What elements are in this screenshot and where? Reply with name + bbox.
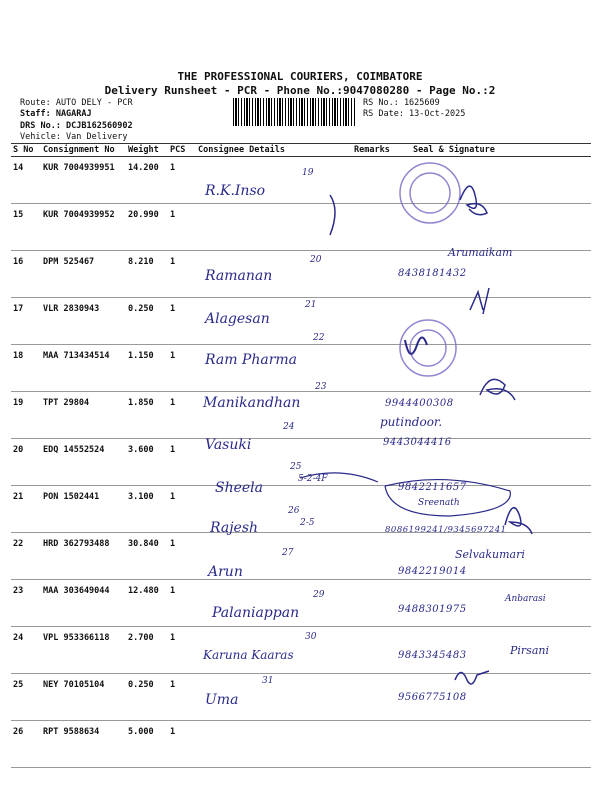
hw-num-31: 31 bbox=[262, 676, 274, 686]
row-weight: 0.250 bbox=[126, 298, 168, 345]
col-seal: Seal & Signature bbox=[411, 144, 591, 157]
runsheet-subtitle: Delivery Runsheet - PCR - Phone No.:9047080280 - Page No.:2 bbox=[104, 84, 496, 97]
signature-icon bbox=[460, 186, 487, 215]
row-sno: 16 bbox=[11, 251, 41, 298]
row-sno: 15 bbox=[11, 204, 41, 251]
col-weight: Weight bbox=[126, 144, 168, 157]
staff-info: Staff: NAGARAJ bbox=[20, 109, 92, 119]
row-pcs: 1 bbox=[168, 439, 196, 486]
rs-date: RS Date: 13-Oct-2025 bbox=[363, 109, 466, 119]
row-consignment-no: MAA 713434514 bbox=[41, 345, 126, 392]
hw-phone: 9488301975 bbox=[398, 604, 467, 615]
row-consignment-no: KUR 7004939952 bbox=[41, 204, 126, 251]
hw-num-19: 19 bbox=[302, 168, 314, 178]
hw-num-27: 27 bbox=[282, 548, 294, 558]
row-weight: 3.600 bbox=[126, 439, 168, 486]
hw-sign-arumaikam: Arumaikam bbox=[448, 246, 513, 259]
col-consignment: Consignment No bbox=[41, 144, 126, 157]
hw-name-vasuki: Vasuki bbox=[205, 437, 252, 453]
hw-phone: 9944400308 bbox=[385, 398, 454, 409]
hw-phone: 8086199241/9345697241 bbox=[385, 525, 507, 535]
hw-phone: 8438181432 bbox=[398, 268, 467, 279]
row-weight: 14.200 bbox=[126, 157, 168, 204]
hw-name-rajesh: Rajesh bbox=[210, 520, 259, 536]
signature-icon-2 bbox=[405, 338, 427, 354]
hw-num-26: 26 bbox=[288, 506, 300, 516]
hw-num-24: 24 bbox=[283, 422, 295, 432]
row-weight: 30.840 bbox=[126, 533, 168, 580]
row-consignment-no: RPT 9588634 bbox=[41, 721, 126, 768]
signature-icon-5 bbox=[505, 508, 532, 534]
hw-phone: 9842211657 bbox=[398, 482, 467, 493]
row-sno: 21 bbox=[11, 486, 41, 533]
rs-number: RS No.: 1625609 bbox=[363, 98, 440, 108]
company-title: THE PROFESSIONAL COURIERS, COIMBATORE bbox=[177, 70, 423, 83]
row-pcs: 1 bbox=[168, 627, 196, 674]
row-pcs: 1 bbox=[168, 345, 196, 392]
hw-num-22: 22 bbox=[313, 333, 325, 343]
signature-icon-3 bbox=[470, 288, 489, 314]
row-pcs: 1 bbox=[168, 721, 196, 768]
row-weight: 1.150 bbox=[126, 345, 168, 392]
hw-name-uma: Uma bbox=[205, 692, 239, 708]
hw-name-palaniappan: Palaniappan bbox=[212, 605, 300, 621]
col-sno: S No bbox=[11, 144, 41, 157]
row-weight: 8.210 bbox=[126, 251, 168, 298]
bracket-icon bbox=[330, 195, 335, 235]
hw-sign-anbarasi: Anbarasi bbox=[505, 594, 546, 604]
hw-num-23: 23 bbox=[315, 382, 327, 392]
row-pcs: 1 bbox=[168, 251, 196, 298]
vehicle-info: Vehicle: Van Delivery bbox=[20, 132, 128, 142]
hw-sign-selvakumari: Selvakumari bbox=[455, 548, 525, 561]
row-weight: 20.990 bbox=[126, 204, 168, 251]
hw-sign-sreenath: Sreenath bbox=[418, 498, 460, 508]
hw-phone: 9842219014 bbox=[398, 566, 467, 577]
row-consignment-no: EDQ 14552524 bbox=[41, 439, 126, 486]
col-consignee: Consignee Details bbox=[196, 144, 352, 157]
row-consignment-no: DPM 525467 bbox=[41, 251, 126, 298]
row-weight: 0.250 bbox=[126, 674, 168, 721]
hw-num-25: 25 bbox=[290, 462, 302, 472]
hw-num-29: 29 bbox=[313, 590, 325, 600]
row-sno: 18 bbox=[11, 345, 41, 392]
hw-note-5-2-4f: 5-2-4F bbox=[298, 474, 328, 484]
row-pcs: 1 bbox=[168, 298, 196, 345]
row-sno: 19 bbox=[11, 392, 41, 439]
hw-name-ramanan: Ramanan bbox=[205, 268, 273, 284]
hw-name-arun: Arun bbox=[208, 564, 243, 580]
col-pcs: PCS bbox=[168, 144, 196, 157]
row-consignment-no: HRD 362793488 bbox=[41, 533, 126, 580]
row-weight: 2.700 bbox=[126, 627, 168, 674]
hw-name-rk-inso: R.K.Inso bbox=[205, 183, 266, 199]
row-weight: 3.100 bbox=[126, 486, 168, 533]
route-info: Route: AUTO DELY - PCR bbox=[20, 98, 133, 108]
row-sno: 23 bbox=[11, 580, 41, 627]
row-pcs: 1 bbox=[168, 157, 196, 204]
row-sno: 24 bbox=[11, 627, 41, 674]
hw-name-sheela: Sheela bbox=[215, 480, 264, 496]
hw-phone: 9566775108 bbox=[398, 692, 467, 703]
hw-phone: 9443044416 bbox=[383, 437, 452, 448]
row-sno: 26 bbox=[11, 721, 41, 768]
hw-phone: 9843345483 bbox=[398, 650, 467, 661]
hw-name-manikandhan: Manikandhan bbox=[203, 395, 301, 411]
row-consignment-no: VLR 2830943 bbox=[41, 298, 126, 345]
row-sno: 22 bbox=[11, 533, 41, 580]
hw-name-ram-pharma: Ram Pharma bbox=[205, 352, 298, 368]
hw-num-30: 30 bbox=[305, 632, 317, 642]
row-pcs: 1 bbox=[168, 533, 196, 580]
row-consignment-no: TPT 29804 bbox=[41, 392, 126, 439]
row-consignment-no: VPL 953366118 bbox=[41, 627, 126, 674]
row-pcs: 1 bbox=[168, 392, 196, 439]
hw-num-21: 21 bbox=[305, 300, 317, 310]
drs-number: DRS No.: DCJB162560902 bbox=[20, 121, 133, 131]
hw-note-2-5: 2-5 bbox=[300, 518, 315, 528]
hw-sign-pirsani: Pirsani bbox=[510, 644, 549, 657]
row-consignment-no: PON 1502441 bbox=[41, 486, 126, 533]
row-consignment-no: MAA 303649044 bbox=[41, 580, 126, 627]
row-pcs: 1 bbox=[168, 204, 196, 251]
seal-stamp-icon-2 bbox=[400, 320, 456, 376]
row-weight: 1.850 bbox=[126, 392, 168, 439]
row-sno: 14 bbox=[11, 157, 41, 204]
hw-name-alagesan: Alagesan bbox=[205, 311, 270, 327]
hw-remark-putindoor: putindoor. bbox=[380, 415, 443, 429]
row-weight: 12.480 bbox=[126, 580, 168, 627]
signature-icon-6 bbox=[455, 671, 489, 684]
signature-icon-4 bbox=[480, 379, 515, 400]
row-consignment-no: NEY 70105104 bbox=[41, 674, 126, 721]
row-consignment-no: KUR 7004939951 bbox=[41, 157, 126, 204]
row-sno: 17 bbox=[11, 298, 41, 345]
row-pcs: 1 bbox=[168, 674, 196, 721]
col-remarks: Remarks bbox=[352, 144, 411, 157]
row-pcs: 1 bbox=[168, 486, 196, 533]
row-weight: 5.000 bbox=[126, 721, 168, 768]
row-sno: 25 bbox=[11, 674, 41, 721]
seal-stamp-icon bbox=[400, 163, 460, 223]
row-sno: 20 bbox=[11, 439, 41, 486]
hw-num-20: 20 bbox=[310, 255, 322, 265]
row-pcs: 1 bbox=[168, 580, 196, 627]
hw-name-karuna-kaaras: Karuna Kaaras bbox=[203, 648, 294, 662]
